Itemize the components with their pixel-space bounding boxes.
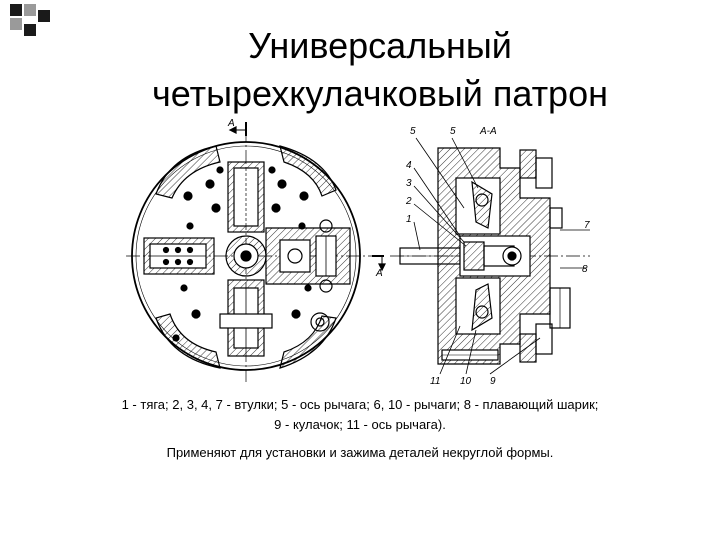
slide-title: [80, 22, 680, 118]
callout-10: 10: [460, 376, 472, 387]
figure-caption: [90, 395, 630, 435]
callout-5b: 5: [450, 126, 456, 137]
callout-7: 7: [584, 220, 590, 231]
arrow-label-side: А: [376, 268, 383, 279]
arrow-label-top: А: [228, 118, 235, 129]
callout-5a: 5: [410, 126, 416, 137]
callout-1: 1: [406, 214, 412, 225]
callout-4: 4: [406, 160, 412, 171]
slide-title-line-1: Универсальный: [248, 25, 512, 66]
chuck-section-view: [390, 138, 590, 374]
usage-note: Применяют для установки и зажима деталей некруглой формы.: [166, 445, 554, 460]
slide-title-line-2: четырехкулачковый патрон: [152, 73, 608, 114]
section-label: А-А: [480, 126, 497, 137]
caption-line-2: 9 - кулачок; 11 - ось рычага).: [274, 417, 446, 432]
chuck-technical-drawing: [120, 118, 600, 390]
callout-2: 2: [406, 196, 412, 207]
caption-line-1: 1 - тяга; 2, 3, 4, 7 - втулки; 5 - ось рычага; 6, 10 - рычаги; 8 - плавающий шарик;: [121, 397, 599, 412]
callout-3: 3: [406, 178, 412, 189]
callout-9: 9: [490, 376, 496, 387]
chuck-front-view: [126, 122, 385, 382]
callout-8: 8: [582, 264, 588, 275]
corner-decoration: [0, 0, 60, 44]
callout-11: 11: [430, 376, 441, 387]
